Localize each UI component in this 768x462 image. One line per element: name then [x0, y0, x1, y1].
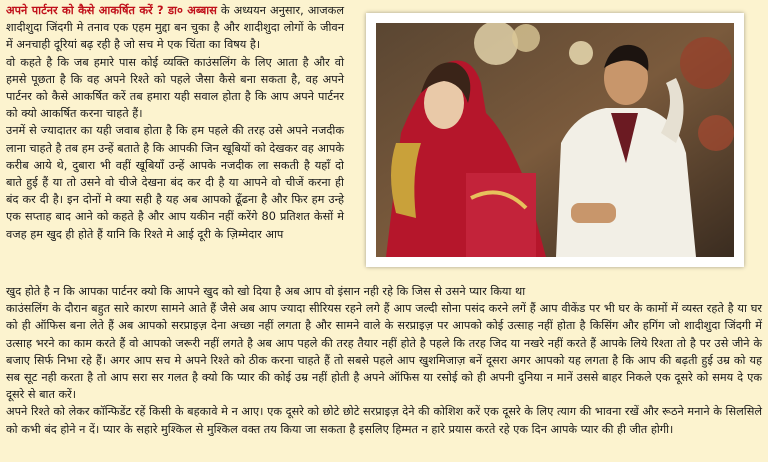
intro-text: के अध्ययन अनुसार, आजकल शादीशुदा जिंदगी मे तनाव एक एहम मुद्दा बन चुका है और शादीशुदा लोगों के जीवन में अनचाही दूरियां बढ़ रही है जो सच मे एक चिंता का विषय है।	[6, 4, 344, 52]
article-left-column	[6, 2, 344, 243]
couple-photo-image	[376, 23, 734, 257]
paragraph-4: काउंसलिंग के दौरान बहुत सारे कारण सामने आते हैं जैसे अब आप ज्यादा सीरियस रहने लगे हैं आप जल्दी सोना पसंद करने लगें हैं आप वीकेंड पर भी घर के कामों में व्यस्त रहते है या घर को ही ऑफिस बना लेते हैं अब आपको सरप्राइज़ देना अच्छा नहीं लगता है और सामने वाले के सरप्राइज़ पर आपको कोई उत्साह नहीं होता है किसिंग और हगिंग जो शादीशुदा जिंदगी में उत्साह भरने का काम करते हैं वो आपको जरूरी नहीं लगते है अब आप पहले की तरह तैयार नहीं होते है पहले कि तरह जिद या नखरे नहीं करते हैं आपके लिये रिश्ता तो है पर उसे जीने के बजाए सिर्फ निभा रहे हैं। अगर आप सच मे अपने रिश्ते को ठीक करना चाहते हैं तो सबसे पहले आप खुशमिजाज़ बनें दूसरा अगर आपको यह लगता है कि आप की बढ़ती हुई उम्र को यह सब सूट नही करता है तो आप सरा सर गलत है क्यो कि प्यार की कोई उम्र नहीं होती है अपने ऑफिस या रसोई को ही अपनी दुनिया न मानें उससे बाहर निकले एक दूसरे को समय दे एक दूसरे से बात करें।	[6, 302, 762, 402]
article-full-width	[6, 283, 762, 438]
couple-photo	[366, 13, 744, 267]
paragraph-3-continued: खुद होते है न कि आपका पार्टनर क्यो कि आपने खुद को खो दिया है अब आप वो इंसान नही रहे कि जिस से उसने प्यार किया था	[6, 285, 526, 298]
intro-paragraph	[6, 2, 344, 54]
paragraph-3: उनमें से ज्यादातर का यही जवाब होता है कि हम पहले की तरह उसे अपने नजदीक लाना चाहते है तब हम उन्हें बताते है कि आपकी जिन खूबियों को देखकर वह आपके करीब आये थे, दुबारा भी वहीं खूबियाँ उन्हें आपके नजदीक ला सकती है यहाँ दो बाते हुई हैं या तो उसने वो चीजे देखना बंद कर दी है या आपने वो चीजें करना ही बंद कर दी है। इन दोनों मे क्या सही है यह अब आपको ढूँढना है और फिर हम उन्हे एक सप्ताह बाद आने को कहते है और आप यकीन नहीं करेंगे 80 प्रतिशत केसों मे वजह हम खुद ही होते हैं यानि कि रिश्ते मे आई दूरी के ज़िम्मेदार आप	[6, 124, 344, 241]
paragraph-5: अपने रिश्ते को लेकर कॉन्फिडेंट रहें किसी के बहकावे मे न आए। एक दूसरे को छोटे छोटे सरप्राइज़ देने की कोशिश करें एक दूसरे के लिए त्याग की भावना रखें और रूठने मनाने के सिलसिले को कभी बंद होने न दें। प्यार के सहारे मुश्किल से मुश्किल वक्त तय किया जा सकता है इसलिए हिम्मत न हारे प्रयास करते रहे एक दिन आपके प्यार की ही जीत होगी।	[6, 405, 762, 436]
paragraph-2: वो कहते है कि जब हमारे पास कोई व्यक्ति काउंसलिंग के लिए आता है और वो हमसे पूछता है कि वह अपने रिश्ते को पहले जैसा कैसे बना सकता है, वह अपने पार्टनर को कैसे आकर्षित करें तब हमारा यही सवाल होता है कि आप अपने पार्टनर को क्यो आकर्षित करना चाहते हैं।	[6, 55, 344, 121]
headline: अपने पार्टनर को कैसे आकर्षित करें ? डा० अब्बास	[6, 4, 217, 17]
